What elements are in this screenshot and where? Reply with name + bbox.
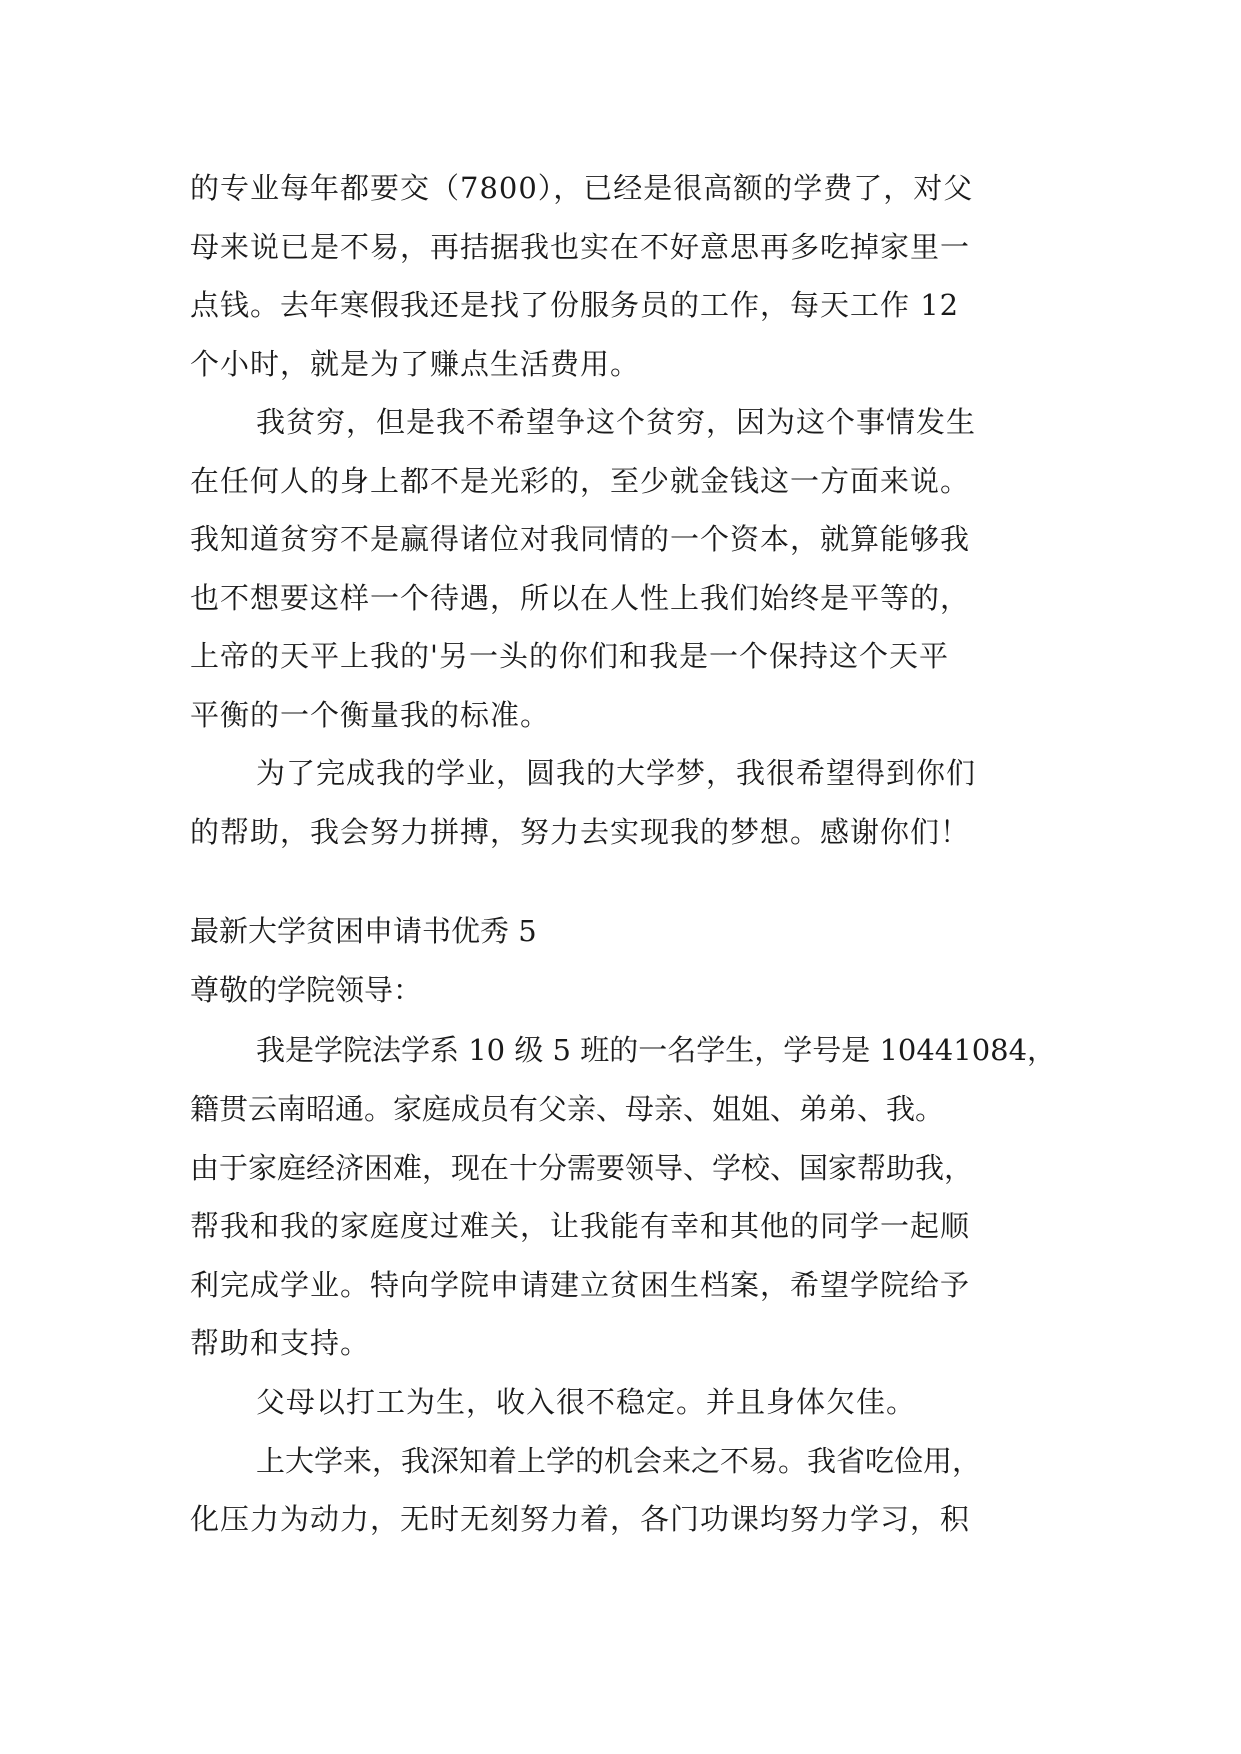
paragraph-line: 由于家庭经济困难，现在十分需要领导、学校、国家帮助我， (190, 1151, 974, 1185)
paragraph-line: 我贫穷，但是我不希望争这个贫穷，因为这个事情发生 (256, 405, 977, 439)
paragraph-line: 上大学来，我深知着上学的机会来之不易。我省吃俭用， (256, 1444, 982, 1478)
paragraph-line: 上帝的天平上我的'另一头的你们和我是一个保持这个天平 (190, 639, 949, 673)
paragraph-line: 帮助和支持。 (190, 1326, 371, 1360)
paragraph-line: 父母以打工为生，收入很不稳定。并且身体欠佳。 (256, 1385, 917, 1419)
paragraph-line: 籍贯云南昭通。家庭成员有父亲、母亲、姐姐、弟弟、我。 (190, 1092, 945, 1126)
paragraph-line: 我知道贫穷不是赢得诸位对我同情的一个资本，就算能够我 (190, 522, 971, 556)
paragraph-line: 在任何人的身上都不是光彩的，至少就金钱这一方面来说。 (190, 464, 971, 498)
paragraph-line: 帮我和我的家庭度过难关，让我能有幸和其他的同学一起顺 (190, 1209, 971, 1243)
paragraph-line: 个小时，就是为了赚点生活费用。 (190, 347, 641, 381)
paragraph-line: 我是学院法学系 10 级 5 班的一名学生，学号是 10441084， (256, 1033, 1057, 1067)
section-title: 最新大学贫困申请书优秀 5 (190, 914, 537, 948)
paragraph-line: 的帮助，我会努力拼搏，努力去实现我的梦想。感谢你们！ (190, 815, 971, 849)
paragraph-line: 母来说已是不易，再拮据我也实在不好意思再多吃掉家里一 (190, 230, 971, 264)
paragraph-line: 平衡的一个衡量我的标准。 (190, 698, 551, 732)
paragraph-line: 化压力为动力，无时无刻努力着，各门功课均努力学习，积 (190, 1502, 971, 1536)
paragraph-line: 为了完成我的学业，圆我的大学梦，我很希望得到你们 (256, 756, 977, 790)
paragraph-line: 也不想要这样一个待遇，所以在人性上我们始终是平等的， (190, 581, 971, 615)
salutation: 尊敬的学院领导： (190, 973, 423, 1007)
paragraph-line: 的专业每年都要交（7800），已经是很高额的学费了，对父 (190, 171, 974, 205)
paragraph-line: 利完成学业。特向学院申请建立贫困生档案，希望学院给予 (190, 1268, 971, 1302)
paragraph-line: 点钱。去年寒假我还是找了份服务员的工作，每天工作 12 (190, 288, 960, 322)
